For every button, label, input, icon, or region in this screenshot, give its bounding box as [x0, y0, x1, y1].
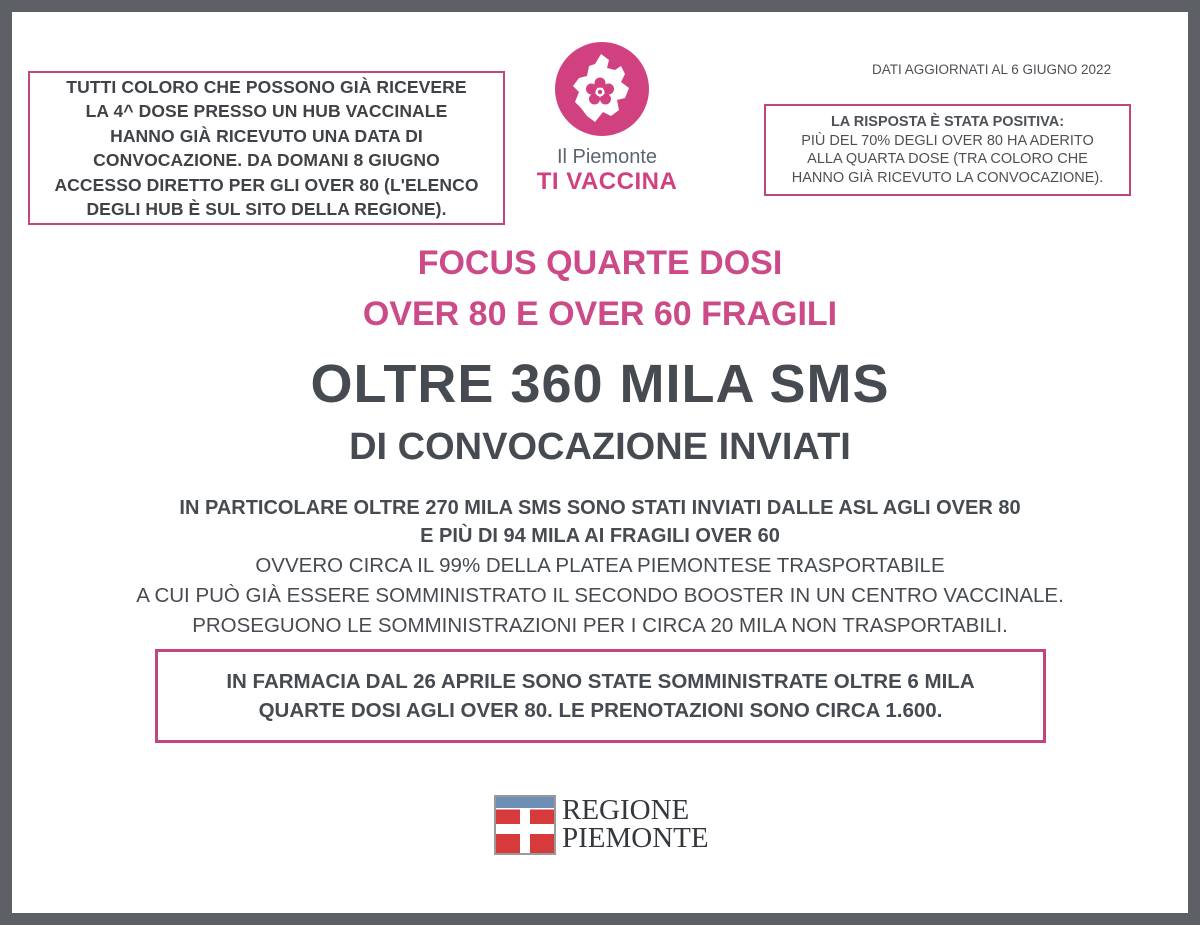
left-box-line: LA 4^ DOSE PRESSO UN HUB VACCINALE — [85, 101, 448, 121]
right-info-box — [764, 104, 1131, 196]
right-box-heading: LA RISPOSTA È STATA POSITIVA: — [830, 114, 1065, 130]
regione-piemonte-logo — [494, 793, 714, 855]
pharmacy-box-line: QUARTE DOSI AGLI OVER 80. LE PRENOTAZIONI SONO CIRCA 1.600. — [258, 699, 943, 722]
left-box-line: HANNO GIÀ RICEVUTO UNA DATA DI — [110, 125, 423, 146]
regione-text — [562, 796, 709, 852]
regione-text-line2: PIEMONTE — [562, 822, 709, 854]
regione-piemonte-shield-icon — [494, 795, 556, 855]
logo-text-line1: Il Piemonte — [556, 146, 658, 168]
pharmacy-box-line: IN FARMACIA DAL 26 APRILE SONO STATE SOMMINISTRATE OLTRE 6 MILA — [226, 670, 975, 693]
regione-text-line1: REGIONE — [562, 794, 690, 826]
right-box-line: PIÙ DEL 70% DEGLI OVER 80 HA ADERITO — [801, 132, 1094, 149]
updated-date-note: DATI AGGIORNATI AL 6 GIUGNO 2022 — [872, 62, 1112, 77]
body-light-line: PROSEGUONO LE SOMMINISTRAZIONI PER I CIRCA 20 MILA NON TRASPORTABILI. — [192, 614, 1008, 637]
right-box-line: ALLA QUARTA DOSE (TRA COLORO CHE — [807, 151, 1088, 167]
focus-title-line2: OVER 80 E OVER 60 FRAGILI — [362, 295, 838, 333]
headline-main: OLTRE 360 MILA SMS — [310, 354, 890, 414]
pharmacy-info-box — [155, 649, 1046, 743]
infographic-sheet — [12, 12, 1188, 913]
left-info-box — [28, 71, 505, 225]
body-bold-line: IN PARTICOLARE OLTRE 270 MILA SMS SONO STATI INVIATI DALLE ASL AGLI OVER 80 — [179, 497, 1021, 519]
focus-title-line1: FOCUS QUARTE DOSI — [417, 244, 783, 282]
piemonte-map-flower-icon — [555, 42, 649, 136]
body-light-line: A CUI PUÒ GIÀ ESSERE SOMMINISTRATO IL SECONDO BOOSTER IN UN CENTRO VACCINALE. — [136, 584, 1064, 607]
left-box-line: ACCESSO DIRETTO PER GLI OVER 80 (L'ELENCO — [54, 174, 479, 195]
headline-sub: DI CONVOCAZIONE INVIATI — [349, 426, 851, 468]
right-box-line: HANNO GIÀ RICEVUTO LA CONVOCAZIONE). — [791, 169, 1104, 186]
body-light-line: OVVERO CIRCA IL 99% DELLA PLATEA PIEMONTESE TRASPORTABILE — [255, 554, 945, 577]
left-box-line: TUTTI COLORO CHE POSSONO GIÀ RICEVERE — [66, 76, 467, 97]
body-bold-line: E PIÙ DI 94 MILA AI FRAGILI OVER 60 — [420, 525, 780, 547]
logo-text-line2: TI VACCINA — [536, 168, 678, 195]
left-box-line: DEGLI HUB È SUL SITO DELLA REGIONE). — [86, 199, 447, 219]
left-box-line: CONVOCAZIONE. DA DOMANI 8 GIUGNO — [93, 150, 440, 170]
campaign-logo — [517, 40, 697, 200]
